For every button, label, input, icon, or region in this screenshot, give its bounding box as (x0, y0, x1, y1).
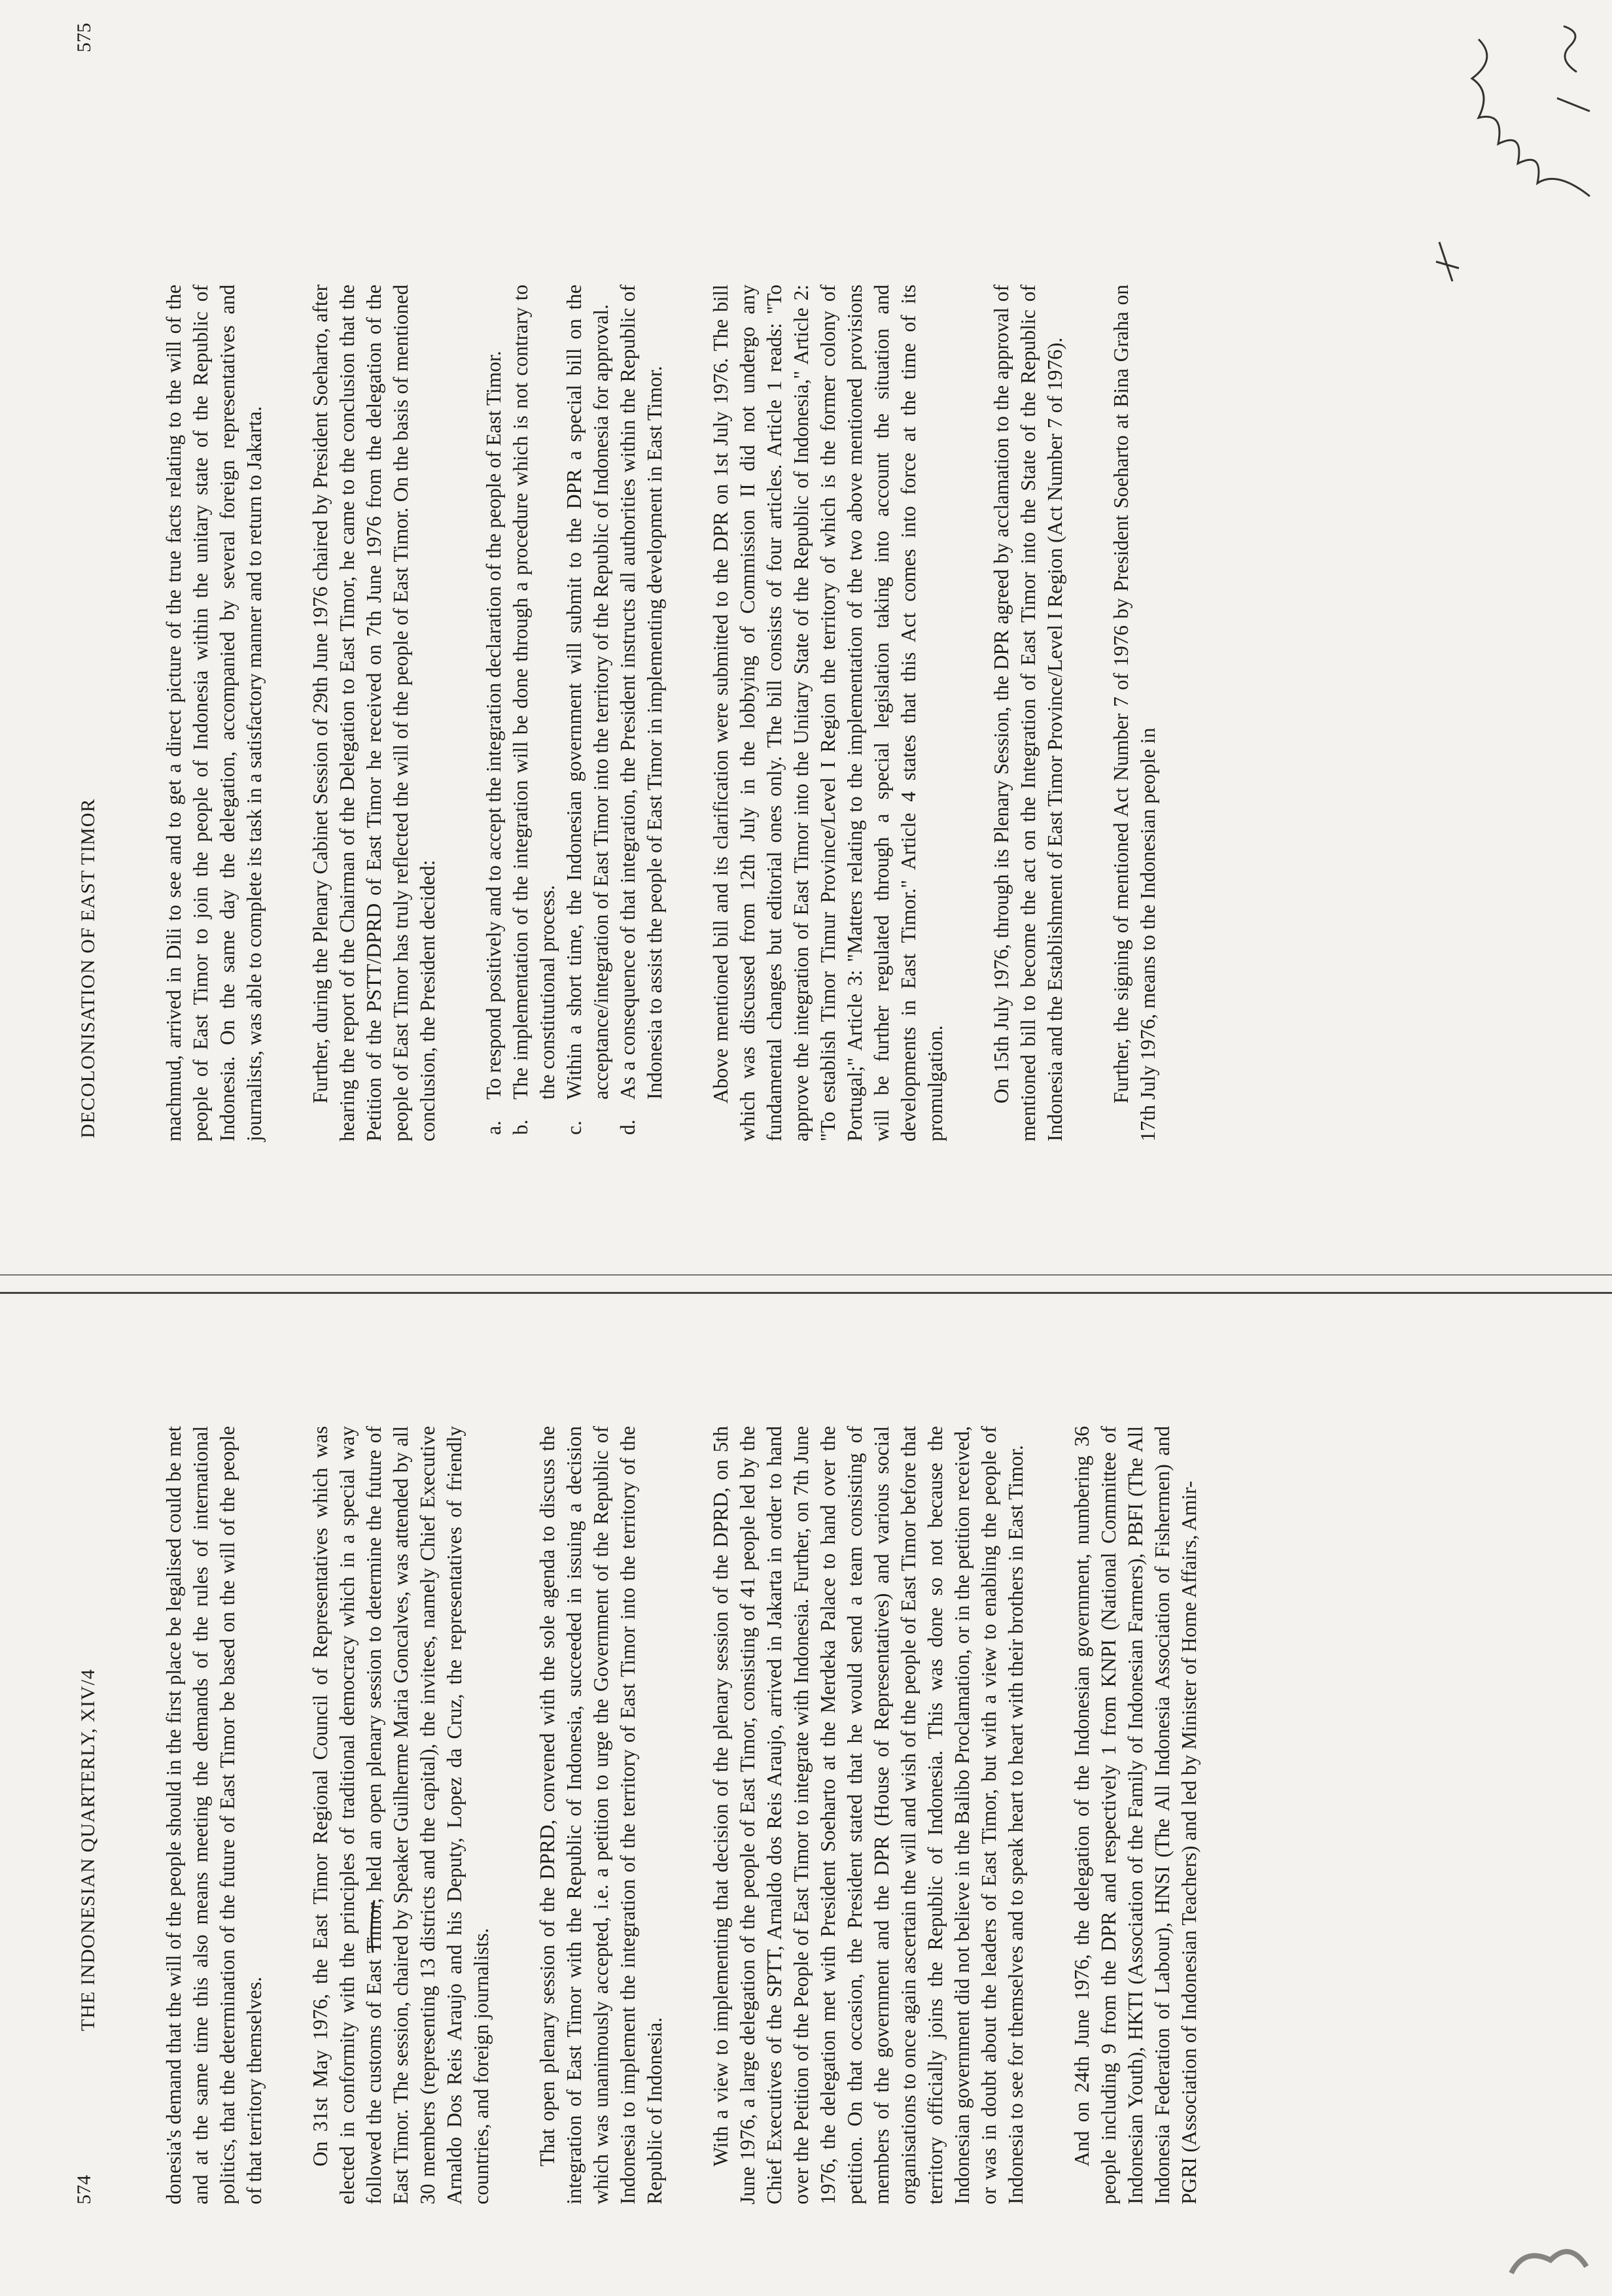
list-item-text: To respond positively and to accept the integration declaration of the people of East Timor. (482, 351, 505, 1100)
list-item-label: a. (482, 1121, 505, 1135)
left-page (0, 1302, 1612, 2296)
paragraph: That open plenary session of the DPRD, convened with the sole agenda to discuss the integration of East Timor with the Republic of Indonesia, succeeded in issuing a decision which was unanimously accepted, i.e. a petition to urge the Government of the Republic of Indonesia to implement the integration of the territory of East Timor into the territory of the Republic of Indonesia. (536, 1426, 666, 2204)
list-item-text: The implementation of the integration will be done through a procedure which is not contrary to the constitutional process. (509, 285, 559, 1100)
paragraph: On 15th July 1976, through its Plenary Session, the DPR agreed by acclamation to the approval of mentioned bill to become the act on the Integration of East Timor into the State of the Republic of Indonesia and the Establishment of East Timor Province/Level I Region (Act Number 7 of 1976). (990, 285, 1066, 1141)
list-item (507, 285, 561, 1135)
paragraph: Further, the signing of mentioned Act Number 7 of 1976 by President Soeharto at Bina Graha on 17th July 1976, means to the Indonesian people in (1110, 285, 1159, 1141)
paragraph: With a view to implementing that decision of the plenary session of the DPRD, on 5th June 1976, a large delegation of the people of East Timor, consisting of 41 people led by the Chief Executives of the SPTT, Arnaldo dos Reis Araujo, arrived in Jakarta in order to hand over the Petition of the People of East Timor to integrate with Indonesia. Further, on 7th June 1976, the delegation met with President Soeharto at the Merdeka Palace to hand over the petition. On that occasion, the President stated that he would send a team consisting of members of the government and the DPR (House of Representatives) and various social organisations to once again ascertain the will and wish of the people of East Timor before that territory officially joins the Republic of Indonesia. This was done so not because the Indonesian government did not believe in the Balibo Proclamation, or in the petition received, or was in doubt about the leaders of East Timor, but with a view to enabling the people of Indonesia to see for themselves and to speak heart to heart with their brothers in East Timor. (709, 1426, 1027, 2204)
paragraph: On 31st May 1976, the East Timor Regional Council of Representatives which was elected in conformity with the principles of traditional democracy which in a special way followed the customs of East Timor, held an open plenary session to determine the future of East Timor. The session, chaired by Speaker Guilherme Maria Goncalves, was attended by all 30 members (representing 13 districts and the capital), the invitees, namely Chief Executive Arnaldo Dos Reis Araujo and his Deputy, Lopez da Cruz, the representatives of friendly countries, and foreign journalists. (309, 1426, 493, 2204)
list-item (480, 285, 507, 1135)
list-item-label: d. (616, 1119, 639, 1135)
margin-mark (1426, 235, 1465, 288)
list-item-label: c. (563, 1121, 586, 1135)
running-header-right: DECOLONISATION OF EAST TIMOR (77, 798, 99, 1138)
handwritten-scribble (1459, 13, 1603, 209)
spine-fold-line (0, 1292, 1612, 1294)
page-number-right: 575 (73, 23, 95, 52)
page-number-left: 574 (73, 2175, 95, 2204)
list-item-text: As a consequence of that integration, the President instructs all authorities within the Republic of Indonesia to assist the people of East Timor in implementing development in East Timor. (616, 285, 666, 1100)
paragraph: Further, during the Plenary Cabinet Session of 29th June 1976 chaired by President Soeharto, after hearing the report of the Chairman of the Delegation to East Timor, he came to the conclusion that the Petition of the PSTT/DPRD of East Timor he received on 7th June 1976 from the delegation of the people of East Timor has truly reflected the will of the people of East Timor. On the basis of mentioned conclusion, the President decided: (309, 285, 439, 1141)
paragraph: machmud, arrived in Dili to see and to get a direct picture of the true facts relating to the will of the people of East Timor to join the people of Indonesia within the unitary state of the Republic of Indonesia. On the same day the delegation, accompanied by several foreign representatives and journalists, was able to complete its task in a satisfactory manner and to return to Jakarta. (162, 285, 266, 1141)
paragraph: donesia's demand that the will of the people should in the first place be legalised could be met and at the same time this also means meeting the demands of the rules of international politics, that the determination of the future of East Timor be based on the will of the people of that territory themselves. (162, 1426, 266, 2204)
scan-smudge (1505, 2227, 1590, 2286)
decision-list (480, 285, 668, 1141)
paragraph: Above mentioned bill and its clarification were submitted to the DPR on 1st July 1976. The bill which was discussed from 12th July in the lobbying of Commission II did not undergo any fundamental changes but editorial ones only. The bill consists of four articles. Article 1 reads: "To approve the integration of East Timor into the Unitary State of the Republic of Indonesia," Article 2: "To establish Timor Timur Province/Level I Region the territory of which is the former colony of Portugal;" Article 3: "Matters relating to the implementation of the two above mentioned provisions will be further regulated through a special legislation taking into account the situation and developments in East Timor." Article 4 states that this Act comes into force at the time of its promulgation. (709, 285, 947, 1141)
list-item (614, 285, 668, 1135)
margin-pen-mark (340, 1897, 379, 1956)
list-item-label: b. (509, 1119, 532, 1135)
right-text-column (160, 285, 1200, 1141)
spine-fold-line-2 (0, 1274, 1612, 1276)
list-item (561, 285, 614, 1135)
running-header-left: THE INDONESIAN QUARTERLY, XIV/4 (77, 1669, 99, 2031)
list-item-text: Within a short time, the Indonesian government will submit to the DPR a special bill on the acceptance/integration of East Timor into the territory of the Republic of Indonesia for approval. (563, 285, 612, 1100)
paragraph: And on 24th June 1976, the delegation of the Indonesian government, numbering 36 people including 9 from the DPR and respectively 1 from KNPI (National Committee of Indonesian Youth), HKTI (Association of the Family of Indonesian Farmers), PBFI (The All Indonesia Federation of Labour), HNSI (The All Indonesia Association of Fishermen) and PGRI (Association of Indonesian Teachers) and led by Minister of Home Affairs, Amir- (1070, 1426, 1200, 2204)
left-text-column (160, 1426, 1242, 2204)
